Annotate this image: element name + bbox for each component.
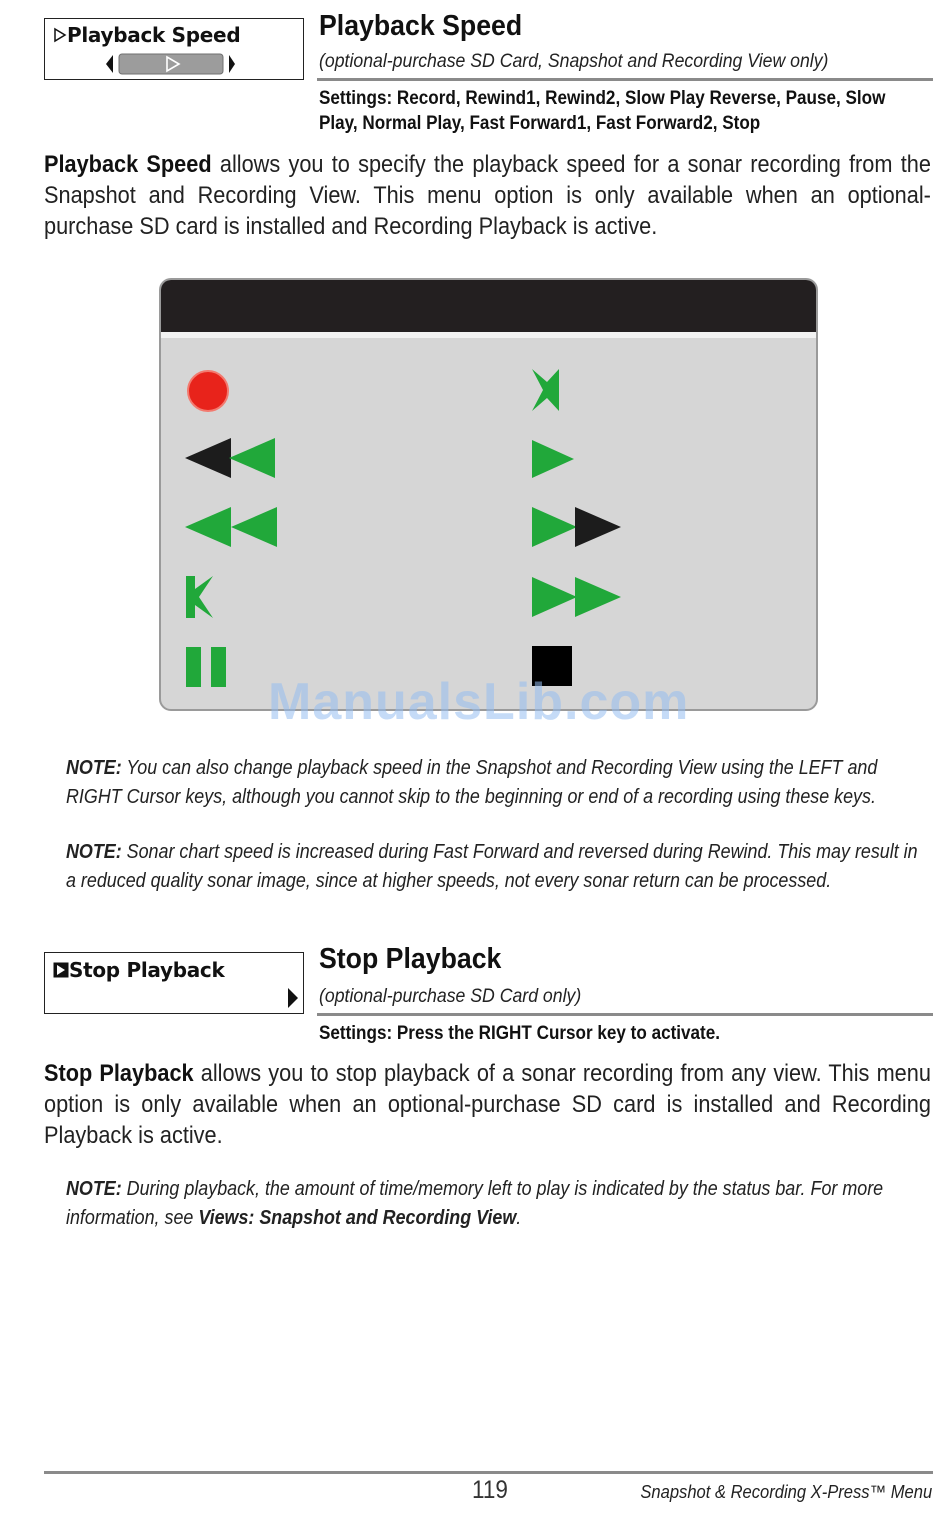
playback-speed-screen (159, 278, 818, 711)
normal-play-icon (531, 439, 575, 479)
right-arrow-icon[interactable] (287, 987, 299, 1009)
selected-pointer-icon (53, 962, 69, 978)
playback-speed-menu-box[interactable] (44, 18, 304, 80)
footer-rule (44, 1471, 933, 1474)
playback-speed-description (44, 149, 931, 242)
fast-forward1-icon (531, 506, 623, 548)
watermark: ManualsLib.com (268, 673, 690, 731)
fast-forward2-icon (531, 576, 623, 618)
stop-playback-menu-box[interactable] (44, 952, 304, 1014)
pointer-arrow-icon (53, 27, 67, 43)
description-text: allows you to specify the playback speed for a sonar recording from the Snapshot and Recording View. This menu option is only available when an optional-purchase SD card is installed and Recording Playback is active. (44, 151, 931, 240)
menu-label: Playback Speed (67, 23, 241, 47)
screen-title-bar (161, 280, 816, 332)
menu-item-stop-playback[interactable] (53, 958, 225, 982)
description-text: allows you to stop playback of a sonar recording from any view. This menu option is only available when an optional-purchase SD card is installed and Recording Playback is active. (44, 1060, 931, 1149)
note-sonar-chart-speed (66, 838, 925, 896)
screen-title-divider (161, 332, 816, 338)
settings-list: Settings: Record, Rewind1, Rewind2, Slow Play Reverse, Pause, Slow Play, Normal Play, Fast Forward1, Fast Forward2, Stop (319, 88, 886, 134)
page-number: 119 (472, 1476, 508, 1504)
slow-play-icon (531, 368, 561, 412)
rewind2-icon (185, 506, 279, 548)
bold-term: Playback Speed (44, 151, 212, 178)
section-title-playback-speed: Playback Speed (319, 10, 523, 42)
note-status-bar (66, 1175, 925, 1233)
section-rule (317, 1013, 933, 1016)
pause-icon (185, 646, 229, 688)
slider-left-arrow-icon (106, 55, 113, 73)
note-cursor-keys (66, 754, 925, 812)
record-icon (185, 368, 231, 414)
note-end: . (516, 1207, 522, 1229)
section-rule (317, 78, 933, 81)
stop-playback-description (44, 1058, 931, 1151)
cross-reference-link: Views: Snapshot and Recording View (198, 1207, 517, 1229)
speed-slider[interactable] (105, 51, 235, 77)
note-text: You can also change playback speed in the Snapshot and Recording View using the LEFT and RIGHT Cursor keys, although you cannot skip to the beginning or end of a recording using these keys. (66, 757, 878, 808)
note-label: NOTE: (66, 757, 122, 779)
bold-term: Stop Playback (44, 1060, 194, 1087)
slow-play-reverse-icon (185, 575, 215, 619)
slider-track (119, 54, 223, 74)
section-subtitle: (optional-purchase SD Card, Snapshot and Recording View only) (319, 51, 829, 72)
menu-label: Stop Playback (69, 958, 225, 982)
menu-item-playback-speed[interactable] (53, 23, 240, 47)
section-title-stop-playback: Stop Playback (319, 943, 502, 975)
settings-text: Settings: Press the RIGHT Cursor key to activate. (319, 1023, 721, 1044)
note-label: NOTE: (66, 841, 122, 863)
footer-title: Snapshot & Recording X-Press™ Menu (640, 1482, 932, 1502)
note-label: NOTE: (66, 1178, 122, 1200)
note-text: During playback, the amount of time/memory left to play is indicated by the status bar. For more information, see (66, 1178, 884, 1229)
section-subtitle: (optional-purchase SD Card only) (319, 986, 582, 1007)
note-text: Sonar chart speed is increased during Fast Forward and reversed during Rewind. This may result in a reduced quality sonar image, since at higher speeds, not every sonar return can be processed. (66, 841, 918, 892)
rewind1-icon (185, 437, 277, 479)
slider-right-arrow-icon (229, 55, 235, 73)
